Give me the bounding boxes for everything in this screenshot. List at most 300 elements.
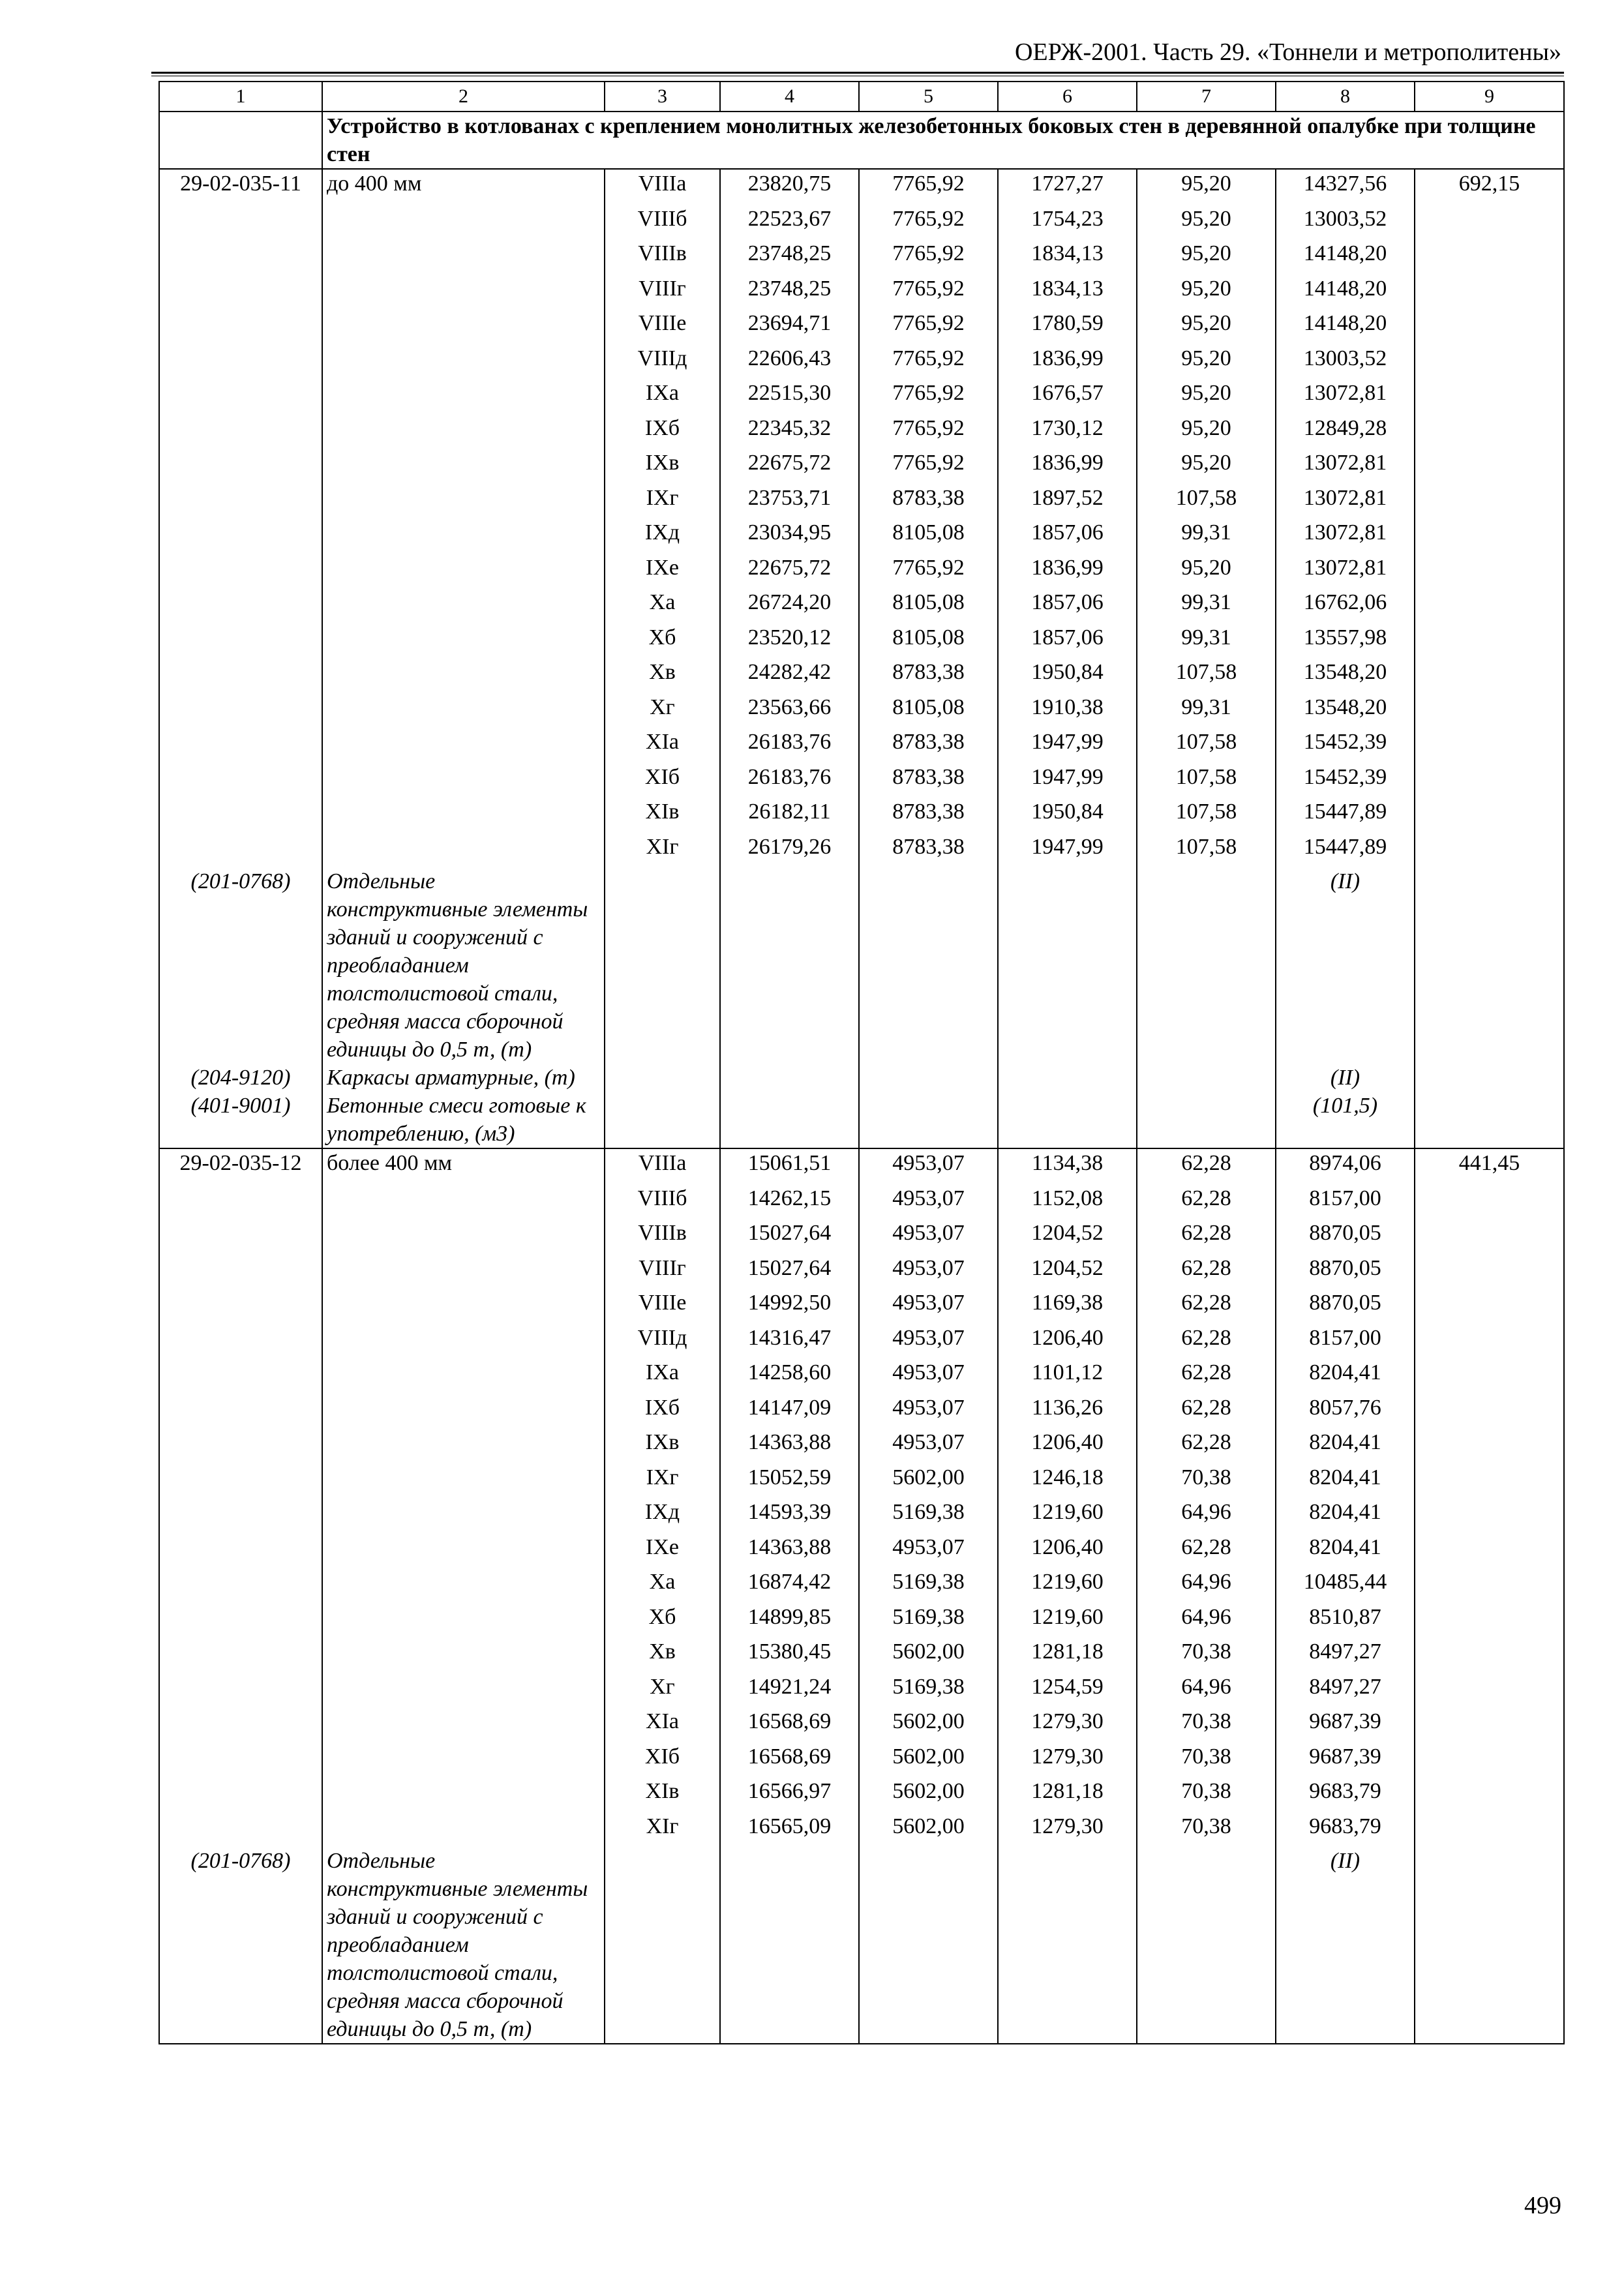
cell-col9 (1415, 1394, 1564, 1429)
cell-col4: 26183,76 (720, 763, 859, 798)
cell-col6: 1950,84 (998, 658, 1137, 693)
cell-class: IXб (605, 1394, 720, 1429)
rate-name (322, 205, 605, 240)
cell-col8: 13003,52 (1276, 344, 1415, 380)
table-row (159, 1394, 1564, 1429)
cell-col8: 14327,56 (1276, 169, 1415, 205)
empty-cell (605, 1092, 720, 1148)
empty-cell (1415, 1847, 1564, 2044)
cell-col5: 4953,07 (859, 1428, 998, 1463)
rate-code (159, 693, 322, 728)
cell-col7: 64,96 (1137, 1568, 1276, 1603)
cell-col6: 1676,57 (998, 379, 1137, 414)
cell-class: Xб (605, 1603, 720, 1638)
cell-col7: 107,58 (1137, 833, 1276, 868)
cell-col6: 1279,30 (998, 1812, 1137, 1848)
rate-code (159, 344, 322, 380)
cell-col5: 8105,08 (859, 693, 998, 728)
table-row (159, 798, 1564, 833)
empty-cell (1415, 867, 1564, 1064)
cell-col4: 26183,76 (720, 728, 859, 763)
rate-code (159, 588, 322, 623)
cell-class: VIIIб (605, 205, 720, 240)
cell-col9 (1415, 728, 1564, 763)
table-row (159, 1673, 1564, 1708)
rate-name (322, 623, 605, 659)
cell-col8: 8157,00 (1276, 1324, 1415, 1359)
cell-class: VIIIд (605, 1324, 720, 1359)
empty-cell (720, 1847, 859, 2044)
rate-code (159, 763, 322, 798)
cell-col7: 99,31 (1137, 693, 1276, 728)
cell-class: VIIIд (605, 344, 720, 380)
cell-col8: 8870,05 (1276, 1289, 1415, 1324)
cell-class: XIв (605, 798, 720, 833)
cell-col9 (1415, 309, 1564, 344)
rate-code (159, 554, 322, 589)
cell-col4: 14899,85 (720, 1603, 859, 1638)
table-row (159, 1219, 1564, 1254)
rate-name (322, 239, 605, 275)
material-code: (401-9001) (159, 1092, 322, 1148)
cell-col8: 8974,06 (1276, 1148, 1415, 1184)
cell-col7: 70,38 (1137, 1743, 1276, 1778)
cell-class: XIа (605, 1707, 720, 1743)
rate-code (159, 1324, 322, 1359)
cell-col9 (1415, 379, 1564, 414)
cell-col4: 26182,11 (720, 798, 859, 833)
cell-col7: 64,96 (1137, 1498, 1276, 1533)
cell-col5: 4953,07 (859, 1394, 998, 1429)
cell-col7: 62,28 (1137, 1219, 1276, 1254)
column-number: 4 (720, 82, 859, 112)
cell-col8: 13072,81 (1276, 518, 1415, 554)
cell-col7: 62,28 (1137, 1254, 1276, 1289)
cell-class: VIIIв (605, 1219, 720, 1254)
rate-name (322, 1568, 605, 1603)
cell-col7: 70,38 (1137, 1777, 1276, 1812)
cell-col9 (1415, 275, 1564, 310)
cell-class: IXа (605, 379, 720, 414)
cell-class: IXв (605, 449, 720, 484)
cell-col8: 9683,79 (1276, 1777, 1415, 1812)
rate-name (322, 1673, 605, 1708)
cell-col9 (1415, 623, 1564, 659)
rate-name (322, 484, 605, 519)
rate-name (322, 1533, 605, 1568)
cell-col8: 13003,52 (1276, 205, 1415, 240)
cell-col9: 692,15 (1415, 169, 1564, 205)
cell-col7: 70,38 (1137, 1638, 1276, 1673)
rate-name (322, 1777, 605, 1812)
cell-col7: 62,28 (1137, 1394, 1276, 1429)
cell-col4: 22606,43 (720, 344, 859, 380)
cell-col9 (1415, 1358, 1564, 1394)
cell-col8: 14148,20 (1276, 239, 1415, 275)
rate-code (159, 1707, 322, 1743)
cell-col5: 4953,07 (859, 1324, 998, 1359)
cell-col8: 15447,89 (1276, 833, 1415, 868)
cell-col4: 14363,88 (720, 1533, 859, 1568)
rate-name (322, 588, 605, 623)
rate-name (322, 1184, 605, 1219)
cell-col8: 8497,27 (1276, 1638, 1415, 1673)
cell-col5: 5169,38 (859, 1673, 998, 1708)
rate-code (159, 1638, 322, 1673)
rate-name (322, 1812, 605, 1848)
empty-cell (720, 1064, 859, 1092)
cell-col7: 62,28 (1137, 1289, 1276, 1324)
rate-name (322, 344, 605, 380)
cell-col7: 64,96 (1137, 1673, 1276, 1708)
cell-col4: 22345,32 (720, 414, 859, 449)
table-row (159, 518, 1564, 554)
cell-col9 (1415, 1707, 1564, 1743)
cell-col4: 14363,88 (720, 1428, 859, 1463)
header-rule (151, 72, 1564, 74)
table-row (159, 658, 1564, 693)
cell-col5: 7765,92 (859, 379, 998, 414)
cell-col4: 22675,72 (720, 449, 859, 484)
rate-code (159, 658, 322, 693)
cell-col8: 15447,89 (1276, 798, 1415, 833)
cell-col7: 95,20 (1137, 275, 1276, 310)
cell-col9 (1415, 763, 1564, 798)
cell-col5: 4953,07 (859, 1184, 998, 1219)
column-number: 8 (1276, 82, 1415, 112)
cell-col4: 23563,66 (720, 693, 859, 728)
cell-col7: 107,58 (1137, 658, 1276, 693)
rate-code (159, 1673, 322, 1708)
rate-name (322, 554, 605, 589)
cell-col4: 15027,64 (720, 1219, 859, 1254)
rate-code (159, 449, 322, 484)
cell-col6: 1857,06 (998, 588, 1137, 623)
cell-col6: 1836,99 (998, 449, 1137, 484)
cell-col4: 15061,51 (720, 1148, 859, 1184)
cell-col6: 1281,18 (998, 1638, 1137, 1673)
cell-col9 (1415, 1289, 1564, 1324)
table-row (159, 1812, 1564, 1848)
rate-name: до 400 мм (322, 169, 605, 205)
rate-name (322, 309, 605, 344)
rate-code (159, 518, 322, 554)
material-code: (201-0768) (159, 1847, 322, 2044)
table-row (159, 1498, 1564, 1533)
cell-col5: 7765,92 (859, 449, 998, 484)
cell-col8: 8510,87 (1276, 1603, 1415, 1638)
rate-code (159, 1394, 322, 1429)
cell-col6: 1857,06 (998, 623, 1137, 659)
cell-col6: 1910,38 (998, 693, 1137, 728)
cell-col6: 1727,27 (998, 169, 1137, 205)
cell-col7: 99,31 (1137, 623, 1276, 659)
rate-code (159, 1533, 322, 1568)
cell-col8: 15452,39 (1276, 728, 1415, 763)
column-number: 7 (1137, 82, 1276, 112)
rate-name (322, 1428, 605, 1463)
cell-col7: 62,28 (1137, 1358, 1276, 1394)
cell-class: IXд (605, 1498, 720, 1533)
cell-col5: 8783,38 (859, 798, 998, 833)
cell-col5: 8105,08 (859, 623, 998, 659)
cell-class: VIIIа (605, 1148, 720, 1184)
table-row (159, 1533, 1564, 1568)
rate-name (322, 1463, 605, 1499)
cell-col8: 12849,28 (1276, 414, 1415, 449)
table-row (159, 344, 1564, 380)
cell-col5: 4953,07 (859, 1254, 998, 1289)
rate-code (159, 309, 322, 344)
cell-class: IXа (605, 1358, 720, 1394)
cell-col6: 1836,99 (998, 554, 1137, 589)
cell-class: Xг (605, 1673, 720, 1708)
cell-col4: 23520,12 (720, 623, 859, 659)
table-row (159, 205, 1564, 240)
cell-col9 (1415, 1568, 1564, 1603)
cell-col9 (1415, 1603, 1564, 1638)
empty-cell (1415, 1064, 1564, 1092)
cell-class: IXе (605, 554, 720, 589)
table-row (159, 623, 1564, 659)
cell-class: XIб (605, 1743, 720, 1778)
cell-class: XIг (605, 1812, 720, 1848)
cell-col6: 1836,99 (998, 344, 1137, 380)
cell-col7: 99,31 (1137, 588, 1276, 623)
cell-col4: 15380,45 (720, 1638, 859, 1673)
rate-name (322, 833, 605, 868)
cell-col5: 7765,92 (859, 554, 998, 589)
cell-col9 (1415, 1324, 1564, 1359)
table-row (159, 554, 1564, 589)
cell-col9 (1415, 798, 1564, 833)
material-row (159, 867, 1564, 1064)
cell-col8: 13557,98 (1276, 623, 1415, 659)
cell-class: Xа (605, 588, 720, 623)
cell-col7: 107,58 (1137, 728, 1276, 763)
cell-col9: 441,45 (1415, 1148, 1564, 1184)
column-number-row (159, 82, 1564, 112)
rates-table (158, 81, 1565, 2044)
section-title: Устройство в котлованах с креплением монолитных железобетонных боковых стен в деревянной опалубке при толщине стен (322, 112, 1564, 169)
cell-col6: 1947,99 (998, 728, 1137, 763)
cell-col8: 8157,00 (1276, 1184, 1415, 1219)
cell-col4: 16566,97 (720, 1777, 859, 1812)
table-row (159, 1148, 1564, 1184)
page-header-title: ОЕРЖ-2001. Часть 29. «Тоннели и метрополитены» (1014, 38, 1561, 66)
rate-code (159, 798, 322, 833)
cell-col8: 14148,20 (1276, 309, 1415, 344)
cell-col5: 4953,07 (859, 1289, 998, 1324)
rate-name (322, 763, 605, 798)
cell-col6: 1754,23 (998, 205, 1137, 240)
cell-col4: 23748,25 (720, 275, 859, 310)
cell-col9 (1415, 449, 1564, 484)
rate-code (159, 1463, 322, 1499)
cell-col7: 62,28 (1137, 1184, 1276, 1219)
cell-col5: 4953,07 (859, 1148, 998, 1184)
cell-col6: 1947,99 (998, 833, 1137, 868)
table-row (159, 588, 1564, 623)
rate-code (159, 484, 322, 519)
cell-class: XIв (605, 1777, 720, 1812)
material-name: Каркасы арматурные, (т) (322, 1064, 605, 1092)
cell-col7: 95,20 (1137, 205, 1276, 240)
material-quantity: (101,5) (1276, 1092, 1415, 1148)
rate-name (322, 1498, 605, 1533)
rate-name (322, 1254, 605, 1289)
column-number: 6 (998, 82, 1137, 112)
rate-code (159, 1777, 322, 1812)
rate-name (322, 275, 605, 310)
cell-col8: 13072,81 (1276, 484, 1415, 519)
cell-class: IXб (605, 414, 720, 449)
cell-class: VIIIг (605, 1254, 720, 1289)
cell-col4: 14262,15 (720, 1184, 859, 1219)
column-number: 2 (322, 82, 605, 112)
cell-col8: 8204,41 (1276, 1498, 1415, 1533)
cell-col8: 8497,27 (1276, 1673, 1415, 1708)
table-row (159, 1638, 1564, 1673)
cell-col7: 107,58 (1137, 798, 1276, 833)
cell-col9 (1415, 344, 1564, 380)
cell-col4: 22523,67 (720, 205, 859, 240)
empty-cell (605, 867, 720, 1064)
cell-col9 (1415, 239, 1564, 275)
cell-col8: 16762,06 (1276, 588, 1415, 623)
table-row (159, 414, 1564, 449)
cell-col4: 16568,69 (720, 1707, 859, 1743)
cell-col6: 1204,52 (998, 1254, 1137, 1289)
cell-col6: 1279,30 (998, 1707, 1137, 1743)
cell-col6: 1136,26 (998, 1394, 1137, 1429)
cell-class: XIа (605, 728, 720, 763)
cell-col6: 1219,60 (998, 1498, 1137, 1533)
cell-col6: 1219,60 (998, 1603, 1137, 1638)
cell-col6: 1281,18 (998, 1777, 1137, 1812)
cell-col4: 22675,72 (720, 554, 859, 589)
rate-name: более 400 мм (322, 1148, 605, 1184)
table-row (159, 728, 1564, 763)
material-row (159, 1064, 1564, 1092)
cell-col9 (1415, 658, 1564, 693)
cell-col5: 5169,38 (859, 1568, 998, 1603)
empty-cell (1137, 1064, 1276, 1092)
rate-code (159, 1603, 322, 1638)
cell-col6: 1950,84 (998, 798, 1137, 833)
rate-name (322, 1743, 605, 1778)
cell-col7: 95,20 (1137, 449, 1276, 484)
cell-col8: 10485,44 (1276, 1568, 1415, 1603)
material-name: Отдельные конструктивные элементы зданий и сооружений с преобладанием толстолистовой стали, средняя масса сборочной единицы до 0,5 т, (т) (322, 1847, 605, 2044)
empty-cell (859, 1092, 998, 1148)
cell-class: VIIIа (605, 169, 720, 205)
table-row (159, 1603, 1564, 1638)
cell-col5: 8783,38 (859, 484, 998, 519)
cell-col7: 95,20 (1137, 379, 1276, 414)
cell-col7: 62,28 (1137, 1533, 1276, 1568)
cell-col6: 1897,52 (998, 484, 1137, 519)
table-row (159, 1428, 1564, 1463)
cell-class: IXг (605, 484, 720, 519)
column-number: 9 (1415, 82, 1564, 112)
material-row (159, 1092, 1564, 1148)
table-row (159, 763, 1564, 798)
cell-col9 (1415, 1184, 1564, 1219)
cell-col9 (1415, 588, 1564, 623)
empty-cell (998, 1847, 1137, 2044)
cell-col4: 15052,59 (720, 1463, 859, 1499)
cell-col4: 14921,24 (720, 1673, 859, 1708)
table-row (159, 1358, 1564, 1394)
cell-col5: 5602,00 (859, 1638, 998, 1673)
column-number: 5 (859, 82, 998, 112)
rate-name (322, 1394, 605, 1429)
cell-col9 (1415, 1777, 1564, 1812)
rate-name (322, 1603, 605, 1638)
cell-col8: 8204,41 (1276, 1463, 1415, 1499)
table-row (159, 239, 1564, 275)
column-number: 3 (605, 82, 720, 112)
cell-col9 (1415, 1673, 1564, 1708)
empty-cell (998, 867, 1137, 1064)
cell-class: VIIIб (605, 1184, 720, 1219)
cell-col9 (1415, 205, 1564, 240)
table-row (159, 693, 1564, 728)
cell-col5: 4953,07 (859, 1533, 998, 1568)
cell-col5: 7765,92 (859, 414, 998, 449)
cell-col7: 95,20 (1137, 309, 1276, 344)
rate-name (322, 658, 605, 693)
material-quantity: (II) (1276, 1064, 1415, 1092)
empty-cell (998, 1092, 1137, 1148)
rate-code (159, 1184, 322, 1219)
rate-code (159, 414, 322, 449)
cell-col6: 1206,40 (998, 1324, 1137, 1359)
cell-col5: 8783,38 (859, 833, 998, 868)
cell-col5: 7765,92 (859, 309, 998, 344)
rate-code (159, 239, 322, 275)
empty-cell (1137, 1092, 1276, 1148)
cell-col5: 7765,92 (859, 239, 998, 275)
cell-col6: 1134,38 (998, 1148, 1137, 1184)
table-row (159, 449, 1564, 484)
cell-col4: 14593,39 (720, 1498, 859, 1533)
cell-col4: 14258,60 (720, 1358, 859, 1394)
empty-cell (859, 1064, 998, 1092)
table-row (159, 833, 1564, 868)
cell-col8: 8204,41 (1276, 1428, 1415, 1463)
rate-code: 29-02-035-11 (159, 169, 322, 205)
cell-class: IXв (605, 1428, 720, 1463)
cell-col4: 16565,09 (720, 1812, 859, 1848)
cell-col7: 99,31 (1137, 518, 1276, 554)
rate-code: 29-02-035-12 (159, 1148, 322, 1184)
cell-col9 (1415, 1219, 1564, 1254)
rate-code (159, 1219, 322, 1254)
rate-name (322, 1289, 605, 1324)
cell-col6: 1206,40 (998, 1428, 1137, 1463)
rate-code (159, 833, 322, 868)
cell-class: VIIIв (605, 239, 720, 275)
cell-col6: 1279,30 (998, 1743, 1137, 1778)
cell-col5: 7765,92 (859, 344, 998, 380)
table-row (159, 484, 1564, 519)
material-row (159, 1847, 1564, 2044)
cell-class: XIг (605, 833, 720, 868)
cell-col9 (1415, 1254, 1564, 1289)
rate-name (322, 1707, 605, 1743)
